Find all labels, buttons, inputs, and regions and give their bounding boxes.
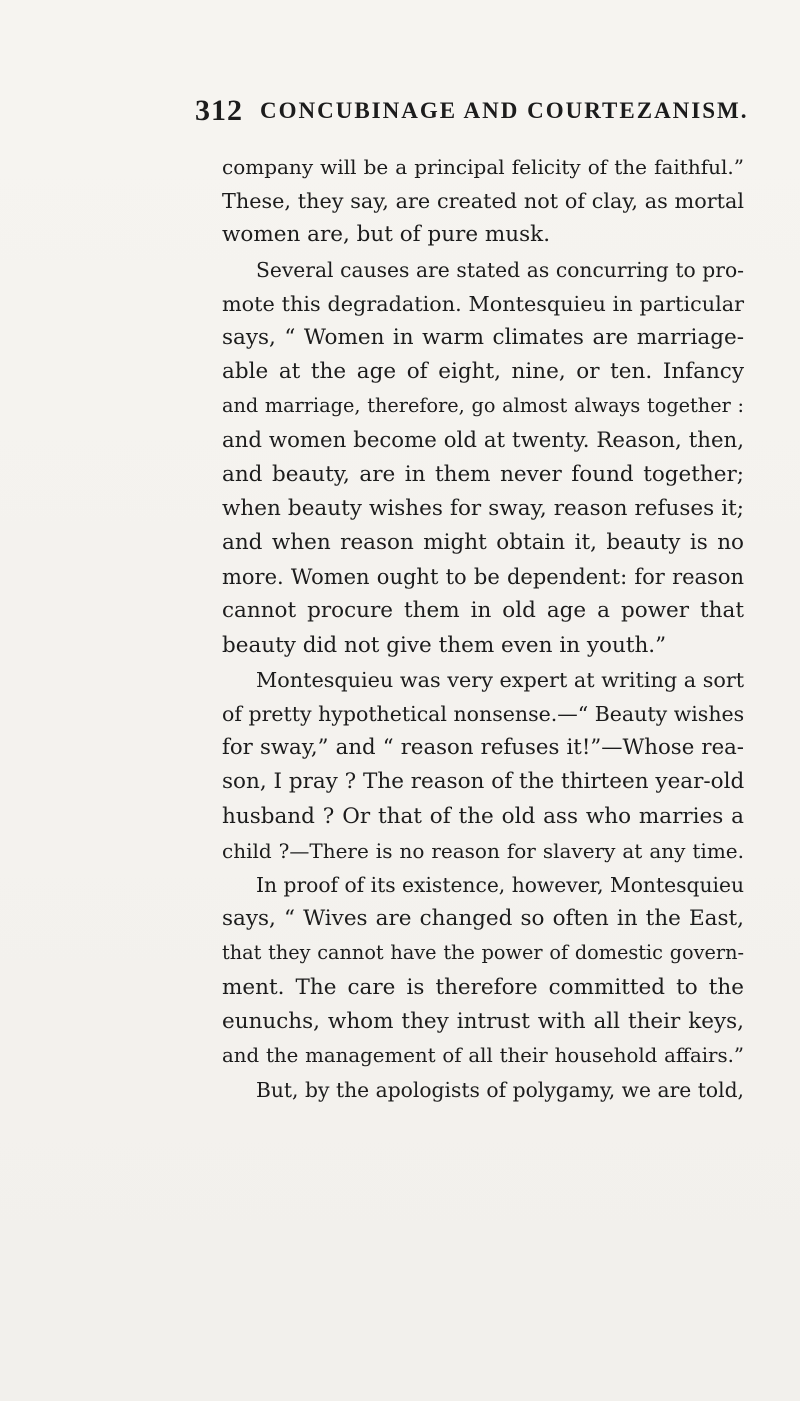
text-line: son, I pray ? The reason of the thirteen year-old (222, 769, 745, 795)
text-line: Several causes are stated as concurring to pro- (256, 257, 744, 282)
text-line: mote this degradation. Montesquieu in particular (222, 291, 744, 316)
text-line: child ?—There is no reason for slavery at any time. (222, 838, 744, 863)
page-header (195, 94, 755, 134)
text-line: and beauty, are in them never found together; (222, 461, 744, 487)
text-line: able at the age of eight, nine, or ten. Infancy (222, 359, 744, 385)
body-text (222, 150, 744, 1107)
text-line: of pretty hypothetical nonsense.—“ Beauty wishes (222, 702, 745, 726)
text-line: In proof of its existence, however, Montesquieu (256, 872, 744, 897)
text-line: Montesquieu was very expert at writing a sort (256, 667, 745, 692)
text-line: husband ? Or that of the old ass who marries a (222, 803, 744, 829)
page-number: 312 (195, 94, 243, 127)
text-line: These, they say, are created not of clay, as mortal (222, 189, 744, 214)
text-line: and marriage, therefore, go almost always together : (222, 394, 744, 418)
text-line: beauty did not give them even in youth.” (222, 632, 667, 658)
text-line: for sway,” and “ reason refuses it!”—Whose rea- (222, 735, 744, 761)
text-line: and women become old at twenty. Reason, then, (222, 427, 744, 453)
text-line: when beauty wishes for sway, reason refuses it; (222, 495, 744, 521)
text-line: and the management of all their household affairs.” (222, 1043, 744, 1067)
text-line: company will be a principal felicity of the faithful.” (222, 155, 744, 179)
text-line: more. Women ought to be dependent: for reason (222, 565, 744, 590)
text-line: and when reason might obtain it, beauty is no (222, 530, 744, 556)
text-line: says, “ Wives are changed so often in the East, (222, 906, 744, 932)
text-line: eunuchs, whom they intrust with all their keys, (222, 1008, 744, 1034)
text-line: that they cannot have the power of domestic govern- (222, 941, 744, 965)
text-line: ment. The care is therefore committed to the (222, 974, 744, 1000)
text-line: says, “ Women in warm climates are marriage- (222, 324, 744, 350)
text-line: women are, but of pure musk. (222, 222, 551, 248)
running-head: CONCUBINAGE AND COURTEZANISM. (260, 98, 749, 123)
text-line: cannot procure them in old age a power that (222, 598, 744, 624)
text-line: But, by the apologists of polygamy, we are told, (256, 1078, 744, 1103)
